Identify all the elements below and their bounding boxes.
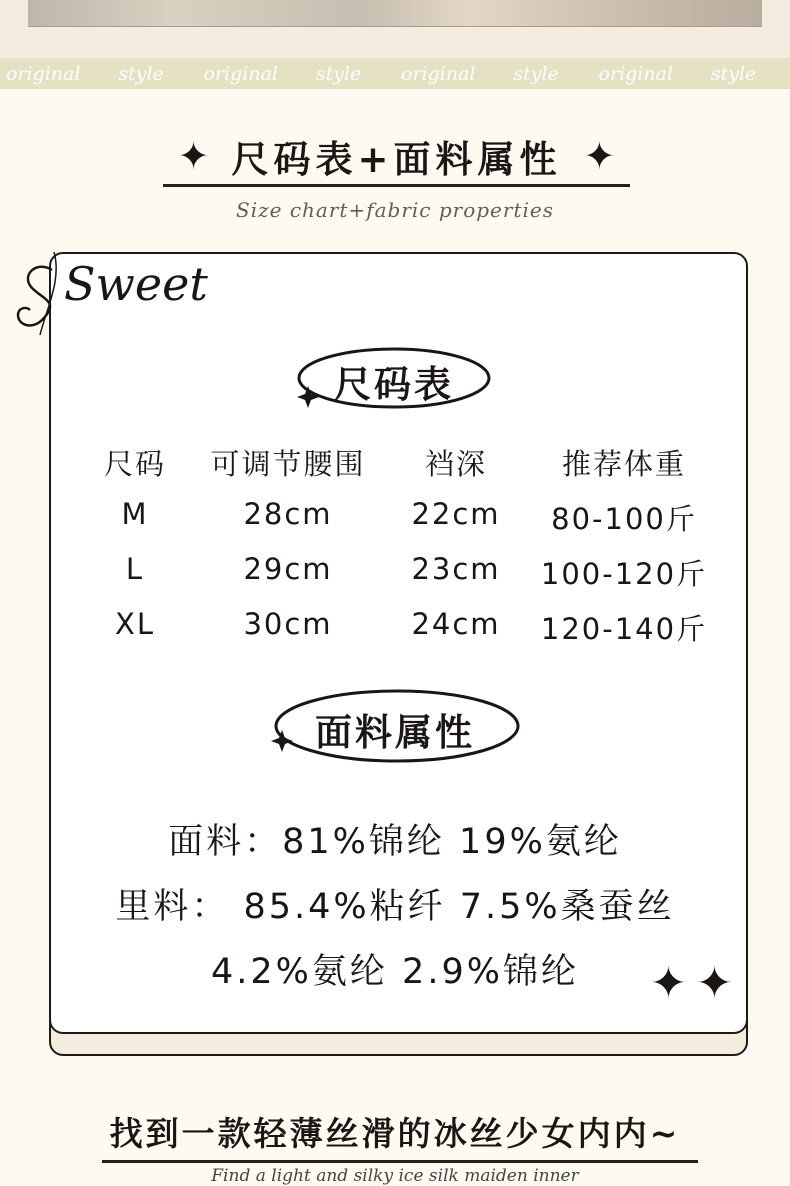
ribbon-word: original	[203, 62, 278, 85]
table-cell: L	[125, 552, 145, 586]
ribbon-word: original	[401, 62, 476, 85]
sparkle-icon: ✦	[583, 134, 616, 178]
table-cell: 22cm	[411, 497, 501, 531]
fabric-badge	[268, 686, 522, 768]
table-cell: 29cm	[243, 552, 333, 586]
table-cell: XL	[114, 607, 156, 641]
table-cell: 30cm	[243, 607, 333, 641]
table-row	[60, 607, 750, 657]
product-photo-crop	[28, 0, 762, 27]
footer-title: 找到一款轻薄丝滑的冰丝少女内内~	[109, 1114, 681, 1153]
table-cell: 100-120斤	[540, 557, 708, 591]
section-heading	[163, 128, 630, 187]
column-header-weight: 推荐体重	[561, 447, 686, 481]
ribbon-word: style	[710, 62, 757, 85]
ribbon-word: style	[118, 62, 164, 85]
table-cell: 23cm	[411, 552, 501, 586]
fabric-line: 4.2%氨纶 2.9%锦纶	[211, 952, 579, 992]
sparkle-icon: ✦	[650, 958, 687, 1009]
ribbon-word: style	[513, 62, 559, 85]
table-cell: 120-140斤	[540, 612, 708, 646]
column-header-size: 尺码	[103, 447, 166, 481]
ribbon-word: style	[315, 62, 362, 85]
footer-underline	[102, 1160, 698, 1163]
column-header-waist: 可调节腰围	[210, 447, 366, 481]
table-cell: 24cm	[411, 607, 501, 641]
decorative-ribbon	[0, 58, 790, 89]
table-cell: 28cm	[243, 497, 333, 531]
column-header-rise: 裆深	[424, 447, 487, 481]
sparkle-icon: ✦	[177, 134, 210, 178]
table-cell: M	[121, 497, 149, 531]
size-chart-badge	[294, 344, 494, 414]
page-subtitle: Size chart+fabric properties	[236, 198, 554, 222]
fabric-label: 面料属性	[315, 711, 475, 754]
ribbon-word: original	[6, 62, 81, 85]
table-row	[60, 552, 750, 602]
ribbon-word: original	[598, 62, 673, 85]
fabric-line: 面料：81%锦纶 19%氨纶	[168, 822, 622, 862]
table-header-row	[60, 442, 750, 492]
sweet-script-logo	[12, 240, 208, 340]
sweet-script-text: Sweet	[64, 257, 208, 311]
sparkle-icon: ✦	[696, 958, 733, 1009]
table-cell: 80-100斤	[551, 502, 697, 536]
table-row	[60, 497, 750, 547]
fabric-line: 里料： 85.4%粘纤 7.5%桑蚕丝	[115, 887, 675, 927]
size-chart-label: 尺码表	[334, 363, 454, 406]
footer-subtitle: Find a light and silky ice silk maiden inner	[211, 1166, 579, 1186]
page-title: 尺码表+面料属性	[231, 138, 562, 181]
product-photo-strip	[0, 0, 790, 58]
